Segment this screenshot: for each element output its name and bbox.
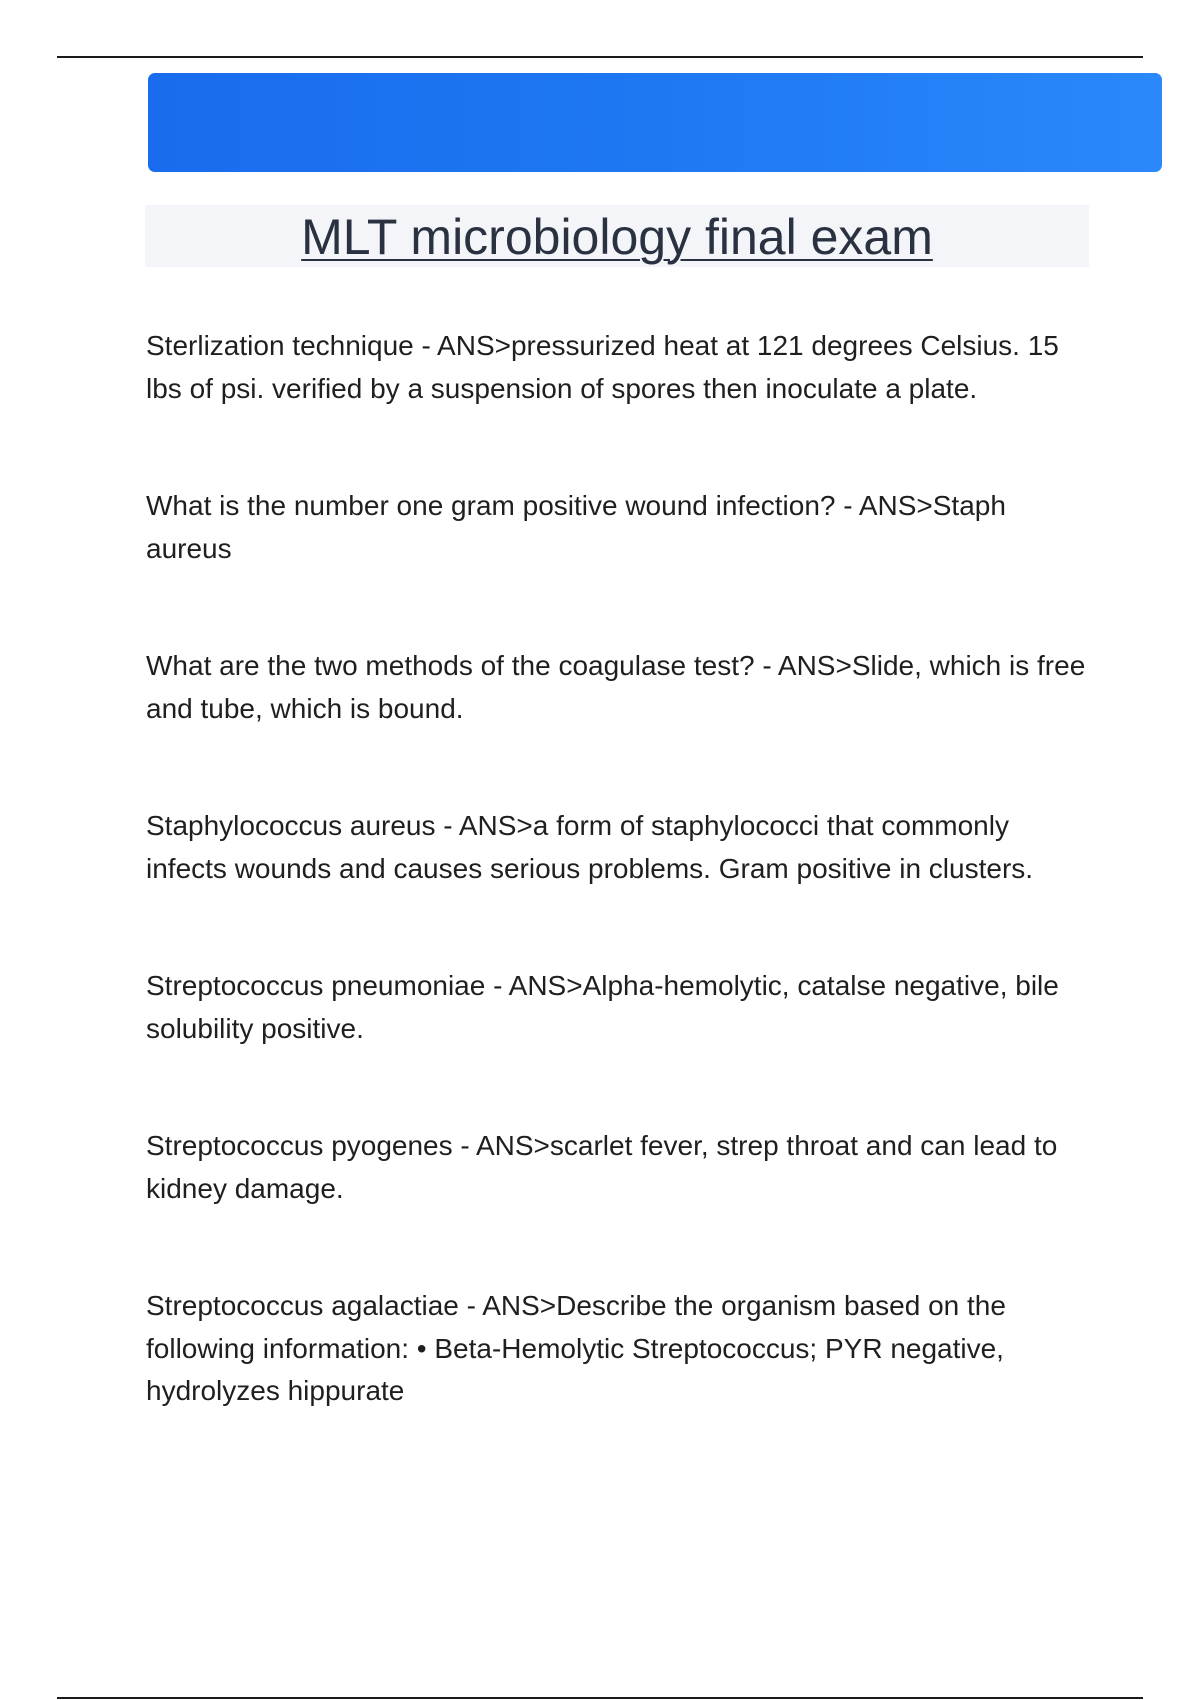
qa-item: Streptococcus pneumoniae - ANS>Alpha-hemolytic, catalse negative, bile solubility positive. (146, 970, 1059, 1044)
qa-item: What is the number one gram positive wound infection? - ANS>Staph aureus (146, 490, 1006, 564)
page-title: MLT microbiology final exam (301, 209, 933, 265)
qa-item: Staphylococcus aureus - ANS>a form of staphylococci that commonly infects wounds and causes serious problems. Gram positive in clusters. (146, 810, 1034, 884)
qa-item: What are the two methods of the coagulase test? - ANS>Slide, which is free and tube, which is bound. (146, 650, 1086, 724)
title-box (145, 205, 1089, 267)
qa-item: Streptococcus agalactiae - ANS>Describe the organism based on the following information: • Beta-Hemolytic Streptococcus; PYR negative, hydrolyzes hippurate (146, 1290, 1006, 1406)
qa-list (146, 325, 1096, 1488)
qa-item: Streptococcus pyogenes - ANS>scarlet fever, strep throat and can lead to kidney damage. (146, 1130, 1058, 1204)
header-banner (148, 73, 1162, 172)
bottom-divider (57, 1697, 1143, 1699)
top-divider (57, 56, 1143, 58)
qa-item: Sterlization technique - ANS>pressurized heat at 121 degrees Celsius. 15 lbs of psi. verified by a suspension of spores then inoculate a plate. (146, 330, 1059, 404)
